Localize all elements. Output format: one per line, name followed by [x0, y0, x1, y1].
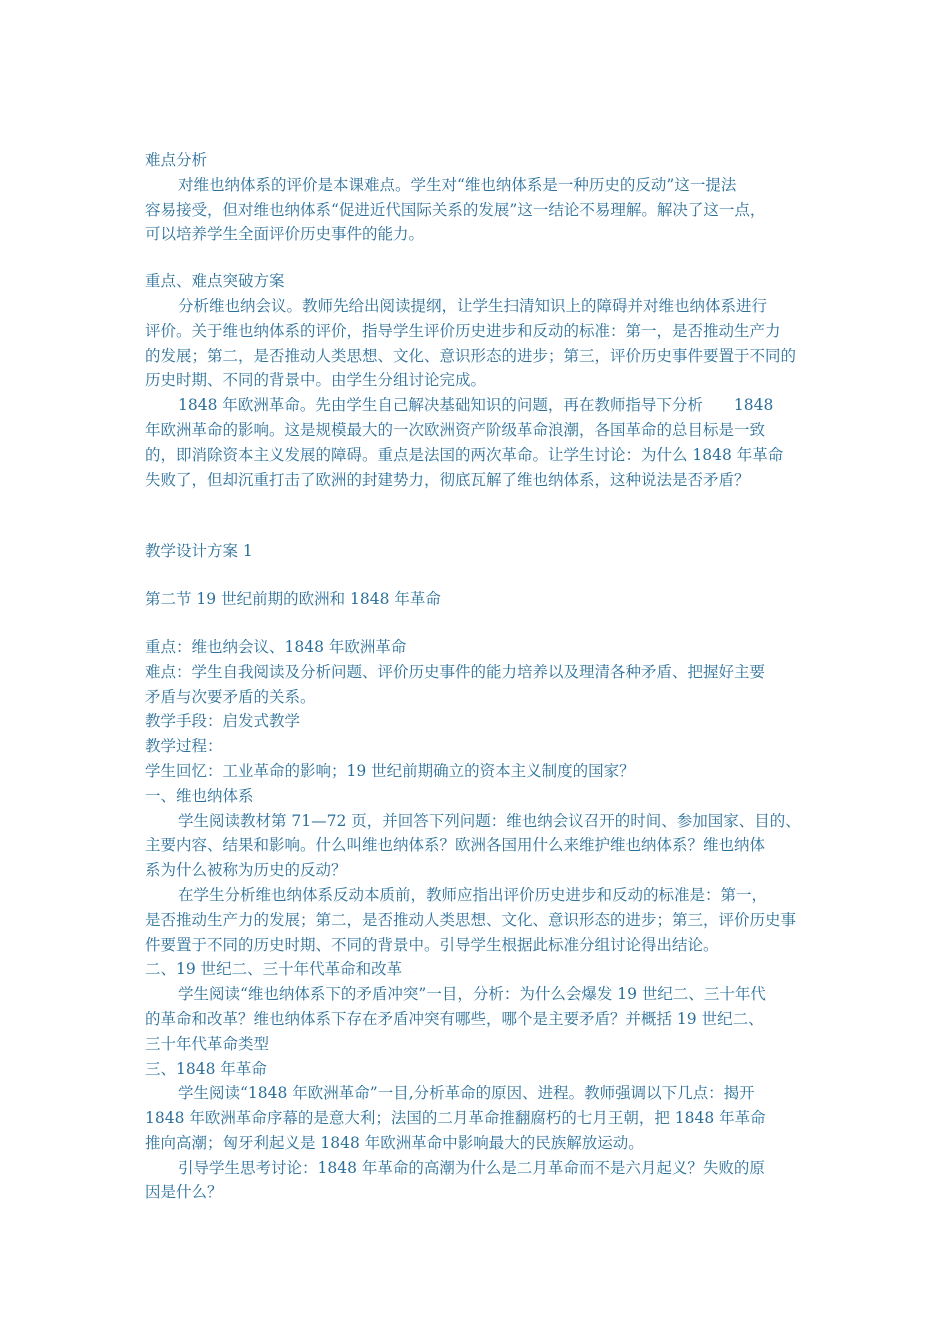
paragraph-line: 系为什么被称为历史的反动？ [145, 861, 347, 880]
paragraph-line: 的革命和改革？维也纳体系下存在矛盾冲突有哪些，哪个是主要矛盾？并概括 19 世纪二、 [145, 1009, 764, 1028]
difficulty-line: 矛盾与次要矛盾的关系。 [145, 687, 316, 706]
paragraph-line: 因是什么？ [145, 1183, 223, 1202]
spacer [145, 612, 815, 635]
paragraph-line: 年欧洲革命的影响。这是规模最大的一次欧洲资产阶级革命浪潮，各国革命的总目标是一致 [145, 420, 766, 439]
document-page [145, 148, 815, 1205]
teaching-method: 教学手段：启发式教学 [145, 712, 301, 731]
paragraph-line: 1848 年欧洲革命。先由学生自己解决基础知识的问题，再在教师指导下分析 1848 [178, 396, 774, 415]
paragraph-line: 评价。关于维也纳体系的评价，指导学生评价历史进步和反动的标准：第一，是否推动生产力 [145, 321, 781, 340]
spacer [145, 247, 815, 269]
paragraph-line: 学生阅读“1848 年欧洲革命”一目,分析革命的原因、进程。教师强调以下几点：揭开 [178, 1084, 755, 1103]
part3-heading: 三、1848 年革命 [145, 1059, 267, 1078]
paragraph-line: 主要内容、结果和影响。什么叫维也纳体系？欧洲各国用什么来维护维也纳体系？维也纳体 [145, 836, 766, 855]
spacer [145, 492, 815, 539]
paragraph-line: 历史时期、不同的背景中。由学生分组讨论完成。 [145, 371, 487, 390]
paragraph-line: 失败了，但却沉重打击了欧洲的封建势力，彻底瓦解了维也纳体系，这种说法是否矛盾？ [145, 470, 750, 489]
paragraph-line: 引导学生思考讨论：1848 年革命的高潮为什么是二月革命而不是六月起义？失败的原 [178, 1158, 765, 1177]
paragraph-line: 学生阅读“维也纳体系下的矛盾冲突”一目，分析：为什么会爆发 19 世纪二、三十年代 [178, 985, 766, 1004]
section-heading-breakthrough-plan: 重点、难点突破方案 [145, 272, 285, 291]
difficulty-line: 难点：学生自我阅读及分析问题、评价历史事件的能力培养以及理清各种矛盾、把握好主要 [145, 662, 766, 681]
paragraph-line: 分析维也纳会议。教师先给出阅读提纲，让学生扫清知识上的障碍并对维也纳体系进行 [178, 296, 768, 315]
paragraph-line: 三十年代革命类型 [145, 1034, 270, 1053]
paragraph-line: 1848 年欧洲革命序幕的是意大利；法国的二月革命推翻腐朽的七月王朝，把 1848 年革命 [145, 1109, 766, 1128]
design-title: 教学设计方案 1 [145, 542, 253, 561]
paragraph-line: 的，即消除资本主义发展的障碍。重点是法国的两次革命。让学生讨论：为什么 1848 年革命 [145, 445, 784, 464]
paragraph-line: 可以培养学生全面评价历史事件的能力。 [145, 225, 425, 244]
spacer [145, 564, 815, 587]
paragraph-line: 的发展；第二，是否推动人类思想、文化、意识形态的进步；第三，评价历史事件要置于不同的 [145, 346, 797, 365]
part1-heading: 一、维也纳体系 [145, 786, 254, 805]
student-recall: 学生回忆：工业革命的影响；19 世纪前期确立的资本主义制度的国家？ [145, 761, 635, 780]
key-point: 重点：维也纳会议、1848 年欧洲革命 [145, 637, 407, 656]
paragraph-line: 学生阅读教材第 71—72 页，并回答下列问题：维也纳会议召开的时间、参加国家、目的、 [178, 811, 801, 830]
section-heading-difficulty-analysis: 难点分析 [145, 151, 208, 169]
lesson-title: 第二节 19 世纪前期的欧洲和 1848 年革命 [145, 590, 441, 609]
paragraph-line: 容易接受，但对维也纳体系“促进近代国际关系的发展”这一结论不易理解。解决了这一点， [145, 200, 766, 219]
part2-heading: 二、19 世纪二、三十年代革命和改革 [145, 960, 403, 979]
paragraph-line: 件要置于不同的历史时期、不同的背景中。引导学生根据此标准分组讨论得出结论。 [145, 935, 719, 954]
paragraph-line: 是否推动生产力的发展；第二，是否推动人类思想、文化、意识形态的进步；第三，评价历史事 [145, 910, 797, 929]
paragraph-line: 在学生分析维也纳体系反动本质前，教师应指出评价历史进步和反动的标准是：第一， [178, 885, 768, 904]
paragraph-line: 对维也纳体系的评价是本课难点。学生对“维也纳体系是一种历史的反动”这一提法 [178, 175, 737, 194]
teaching-process: 教学过程： [145, 737, 223, 756]
paragraph-line: 推向高潮；匈牙利起义是 1848 年欧洲革命中影响最大的民族解放运动。 [145, 1133, 644, 1152]
